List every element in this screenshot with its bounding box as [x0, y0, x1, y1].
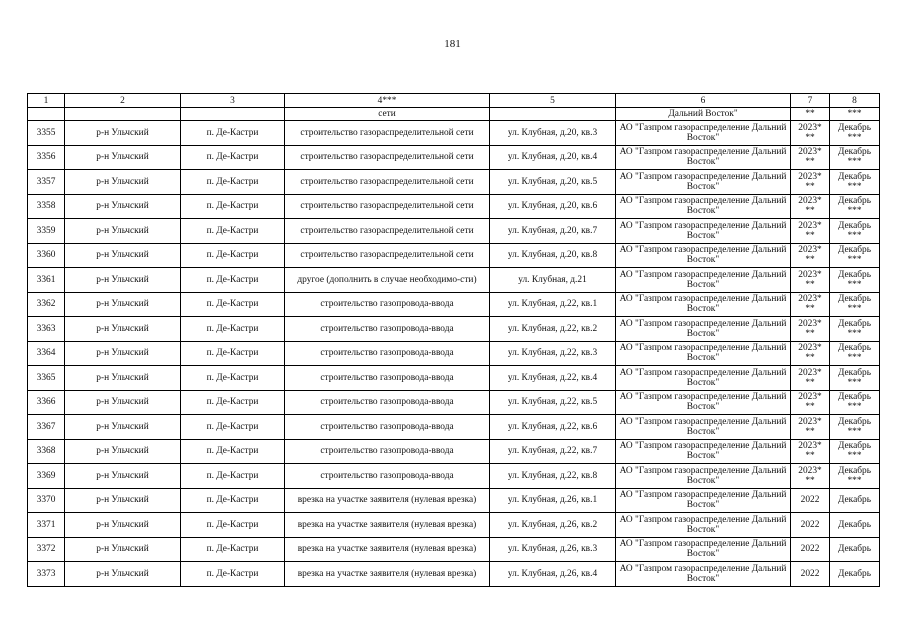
cell-address: ул. Клубная, д.20, кв.3	[490, 121, 616, 146]
cell-operator: АО "Газпром газораспределение Дальний Восток"	[616, 439, 791, 464]
cell-works: строительство газопровода-ввода	[285, 464, 490, 489]
continuation-cell: **	[791, 108, 830, 121]
continuation-cell	[28, 108, 65, 121]
page-number: 181	[444, 38, 461, 50]
cell-address: ул. Клубная, д.20, кв.7	[490, 219, 616, 244]
cell-address: ул. Клубная, д.26, кв.4	[490, 562, 616, 587]
cell-year: 2023* **	[791, 317, 830, 342]
cell-district: р-н Ульчский	[65, 439, 181, 464]
cell-district: р-н Ульчский	[65, 341, 181, 366]
cell-year: 2023* **	[791, 415, 830, 440]
cell-works: врезка на участке заявителя (нулевая врезка)	[285, 562, 490, 587]
cell-number: 3358	[28, 194, 65, 219]
cell-works: строительство газораспределительной сети	[285, 170, 490, 195]
cell-month: Декабрь ***	[830, 390, 880, 415]
cell-number: 3367	[28, 415, 65, 440]
gasification-table	[27, 93, 880, 587]
cell-operator: АО "Газпром газораспределение Дальний Восток"	[616, 366, 791, 391]
cell-year: 2023* **	[791, 366, 830, 391]
table-row	[28, 268, 880, 293]
table-row	[28, 121, 880, 146]
cell-address: ул. Клубная, д.26, кв.2	[490, 513, 616, 538]
cell-month: Декабрь	[830, 562, 880, 587]
cell-operator: АО "Газпром газораспределение Дальний Восток"	[616, 268, 791, 293]
cell-operator: АО "Газпром газораспределение Дальний Восток"	[616, 121, 791, 146]
cell-district: р-н Ульчский	[65, 268, 181, 293]
cell-works: строительство газораспределительной сети	[285, 121, 490, 146]
header-cell-4: 4***	[285, 94, 490, 108]
cell-district: р-н Ульчский	[65, 194, 181, 219]
cell-number: 3366	[28, 390, 65, 415]
cell-month: Декабрь ***	[830, 243, 880, 268]
cell-operator: АО "Газпром газораспределение Дальний Восток"	[616, 390, 791, 415]
cell-year: 2023* **	[791, 243, 830, 268]
cell-year: 2023* **	[791, 121, 830, 146]
cell-district: р-н Ульчский	[65, 219, 181, 244]
cell-number: 3365	[28, 366, 65, 391]
header-cell-5: 5	[490, 94, 616, 108]
cell-operator: АО "Газпром газораспределение Дальний Восток"	[616, 488, 791, 513]
table-row	[28, 390, 880, 415]
cell-district: р-н Ульчский	[65, 537, 181, 562]
cell-year: 2023* **	[791, 145, 830, 170]
continuation-cell: сети	[285, 108, 490, 121]
cell-year: 2023* **	[791, 170, 830, 195]
cell-address: ул. Клубная, д.20, кв.8	[490, 243, 616, 268]
cell-settlement: п. Де-Кастри	[181, 366, 285, 391]
cell-operator: АО "Газпром газораспределение Дальний Восток"	[616, 219, 791, 244]
cell-month: Декабрь	[830, 513, 880, 538]
cell-year: 2022	[791, 537, 830, 562]
cell-number: 3356	[28, 145, 65, 170]
table-row	[28, 194, 880, 219]
cell-year: 2023* **	[791, 464, 830, 489]
cell-number: 3364	[28, 341, 65, 366]
cell-settlement: п. Де-Кастри	[181, 488, 285, 513]
header-row	[28, 94, 880, 108]
cell-works: строительство газопровода-ввода	[285, 415, 490, 440]
cell-year: 2023* **	[791, 219, 830, 244]
cell-works: строительство газопровода-ввода	[285, 292, 490, 317]
cell-number: 3362	[28, 292, 65, 317]
cell-month: Декабрь ***	[830, 170, 880, 195]
cell-settlement: п. Де-Кастри	[181, 537, 285, 562]
table-row	[28, 537, 880, 562]
table-row	[28, 170, 880, 195]
cell-number: 3373	[28, 562, 65, 587]
cell-district: р-н Ульчский	[65, 513, 181, 538]
cell-address: ул. Клубная, д.22, кв.2	[490, 317, 616, 342]
cell-month: Декабрь ***	[830, 317, 880, 342]
header-cell-6: 6	[616, 94, 791, 108]
cell-number: 3370	[28, 488, 65, 513]
cell-settlement: п. Де-Кастри	[181, 121, 285, 146]
cell-month: Декабрь ***	[830, 145, 880, 170]
cell-address: ул. Клубная, д.22, кв.3	[490, 341, 616, 366]
cell-works: строительство газораспределительной сети	[285, 219, 490, 244]
cell-year: 2023* **	[791, 390, 830, 415]
header-cell-7: 7	[791, 94, 830, 108]
cell-address: ул. Клубная, д.22, кв.7	[490, 439, 616, 464]
table-row	[28, 415, 880, 440]
cell-year: 2023* **	[791, 292, 830, 317]
table-row	[28, 219, 880, 244]
cell-operator: АО "Газпром газораспределение Дальний Восток"	[616, 415, 791, 440]
cell-district: р-н Ульчский	[65, 145, 181, 170]
cell-number: 3361	[28, 268, 65, 293]
cell-number: 3363	[28, 317, 65, 342]
cell-number: 3359	[28, 219, 65, 244]
cell-year: 2023* **	[791, 268, 830, 293]
cell-settlement: п. Де-Кастри	[181, 268, 285, 293]
cell-settlement: п. Де-Кастри	[181, 513, 285, 538]
table-row	[28, 243, 880, 268]
cell-address: ул. Клубная, д.26, кв.1	[490, 488, 616, 513]
table-row	[28, 317, 880, 342]
continuation-cell	[181, 108, 285, 121]
cell-month: Декабрь	[830, 488, 880, 513]
cell-operator: АО "Газпром газораспределение Дальний Восток"	[616, 292, 791, 317]
table-body	[28, 108, 880, 587]
cell-settlement: п. Де-Кастри	[181, 317, 285, 342]
cell-works: строительство газопровода-ввода	[285, 366, 490, 391]
cell-settlement: п. Де-Кастри	[181, 439, 285, 464]
cell-month: Декабрь ***	[830, 121, 880, 146]
cell-year: 2022	[791, 488, 830, 513]
cell-district: р-н Ульчский	[65, 366, 181, 391]
table-row	[28, 513, 880, 538]
cell-district: р-н Ульчский	[65, 243, 181, 268]
header-cell-2: 2	[65, 94, 181, 108]
cell-works: строительство газопровода-ввода	[285, 390, 490, 415]
cell-year: 2023* **	[791, 439, 830, 464]
cell-works: строительство газораспределительной сети	[285, 243, 490, 268]
cell-district: р-н Ульчский	[65, 488, 181, 513]
cell-district: р-н Ульчский	[65, 317, 181, 342]
continuation-cell: ***	[830, 108, 880, 121]
cell-settlement: п. Де-Кастри	[181, 415, 285, 440]
cell-number: 3372	[28, 537, 65, 562]
cell-month: Декабрь ***	[830, 219, 880, 244]
cell-month: Декабрь	[830, 537, 880, 562]
cell-settlement: п. Де-Кастри	[181, 243, 285, 268]
cell-year: 2023* **	[791, 194, 830, 219]
cell-month: Декабрь ***	[830, 341, 880, 366]
table-row	[28, 366, 880, 391]
cell-settlement: п. Де-Кастри	[181, 170, 285, 195]
cell-address: ул. Клубная, д.22, кв.8	[490, 464, 616, 489]
cell-address: ул. Клубная, д.20, кв.4	[490, 145, 616, 170]
cell-operator: АО "Газпром газораспределение Дальний Восток"	[616, 170, 791, 195]
cell-operator: АО "Газпром газораспределение Дальний Восток"	[616, 194, 791, 219]
cell-year: 2022	[791, 562, 830, 587]
header-cell-3: 3	[181, 94, 285, 108]
cell-works: строительство газопровода-ввода	[285, 317, 490, 342]
continuation-row	[28, 108, 880, 121]
cell-number: 3369	[28, 464, 65, 489]
cell-year: 2023* **	[791, 341, 830, 366]
cell-works: другое (дополнить в случае необходимо-сти)	[285, 268, 490, 293]
cell-operator: АО "Газпром газораспределение Дальний Восток"	[616, 537, 791, 562]
cell-operator: АО "Газпром газораспределение Дальний Восток"	[616, 513, 791, 538]
cell-district: р-н Ульчский	[65, 562, 181, 587]
cell-district: р-н Ульчский	[65, 292, 181, 317]
cell-works: врезка на участке заявителя (нулевая врезка)	[285, 488, 490, 513]
table-row	[28, 562, 880, 587]
table-row	[28, 292, 880, 317]
cell-number: 3371	[28, 513, 65, 538]
table-row	[28, 341, 880, 366]
cell-year: 2022	[791, 513, 830, 538]
cell-number: 3360	[28, 243, 65, 268]
header-cell-8: 8	[830, 94, 880, 108]
table-row	[28, 439, 880, 464]
table-row	[28, 488, 880, 513]
cell-district: р-н Ульчский	[65, 464, 181, 489]
cell-month: Декабрь ***	[830, 415, 880, 440]
cell-operator: АО "Газпром газораспределение Дальний Восток"	[616, 317, 791, 342]
cell-works: врезка на участке заявителя (нулевая врезка)	[285, 513, 490, 538]
cell-address: ул. Клубная, д.20, кв.6	[490, 194, 616, 219]
table-row	[28, 464, 880, 489]
cell-address: ул. Клубная, д.21	[490, 268, 616, 293]
cell-district: р-н Ульчский	[65, 170, 181, 195]
cell-number: 3357	[28, 170, 65, 195]
cell-settlement: п. Де-Кастри	[181, 390, 285, 415]
cell-works: строительство газораспределительной сети	[285, 194, 490, 219]
header-cell-1: 1	[28, 94, 65, 108]
cell-settlement: п. Де-Кастри	[181, 145, 285, 170]
cell-district: р-н Ульчский	[65, 390, 181, 415]
cell-month: Декабрь ***	[830, 464, 880, 489]
cell-settlement: п. Де-Кастри	[181, 219, 285, 244]
cell-settlement: п. Де-Кастри	[181, 464, 285, 489]
cell-month: Декабрь ***	[830, 366, 880, 391]
cell-operator: АО "Газпром газораспределение Дальний Восток"	[616, 341, 791, 366]
cell-works: строительство газораспределительной сети	[285, 145, 490, 170]
cell-address: ул. Клубная, д.22, кв.6	[490, 415, 616, 440]
cell-settlement: п. Де-Кастри	[181, 341, 285, 366]
cell-month: Декабрь ***	[830, 439, 880, 464]
cell-works: строительство газопровода-ввода	[285, 439, 490, 464]
table-row	[28, 145, 880, 170]
cell-district: р-н Ульчский	[65, 415, 181, 440]
cell-district: р-н Ульчский	[65, 121, 181, 146]
cell-month: Декабрь ***	[830, 292, 880, 317]
cell-works: строительство газопровода-ввода	[285, 341, 490, 366]
cell-settlement: п. Де-Кастри	[181, 292, 285, 317]
table-header	[28, 94, 880, 108]
cell-address: ул. Клубная, д.20, кв.5	[490, 170, 616, 195]
cell-operator: АО "Газпром газораспределение Дальний Восток"	[616, 243, 791, 268]
cell-number: 3355	[28, 121, 65, 146]
cell-operator: АО "Газпром газораспределение Дальний Восток"	[616, 145, 791, 170]
cell-number: 3368	[28, 439, 65, 464]
cell-address: ул. Клубная, д.22, кв.4	[490, 366, 616, 391]
cell-works: врезка на участке заявителя (нулевая врезка)	[285, 537, 490, 562]
cell-address: ул. Клубная, д.26, кв.3	[490, 537, 616, 562]
cell-month: Декабрь ***	[830, 194, 880, 219]
continuation-cell: Дальний Восток"	[616, 108, 791, 121]
cell-operator: АО "Газпром газораспределение Дальний Восток"	[616, 464, 791, 489]
cell-settlement: п. Де-Кастри	[181, 194, 285, 219]
continuation-cell	[65, 108, 181, 121]
cell-address: ул. Клубная, д.22, кв.1	[490, 292, 616, 317]
cell-address: ул. Клубная, д.22, кв.5	[490, 390, 616, 415]
cell-operator: АО "Газпром газораспределение Дальний Восток"	[616, 562, 791, 587]
cell-settlement: п. Де-Кастри	[181, 562, 285, 587]
continuation-cell	[490, 108, 616, 121]
cell-month: Декабрь ***	[830, 268, 880, 293]
